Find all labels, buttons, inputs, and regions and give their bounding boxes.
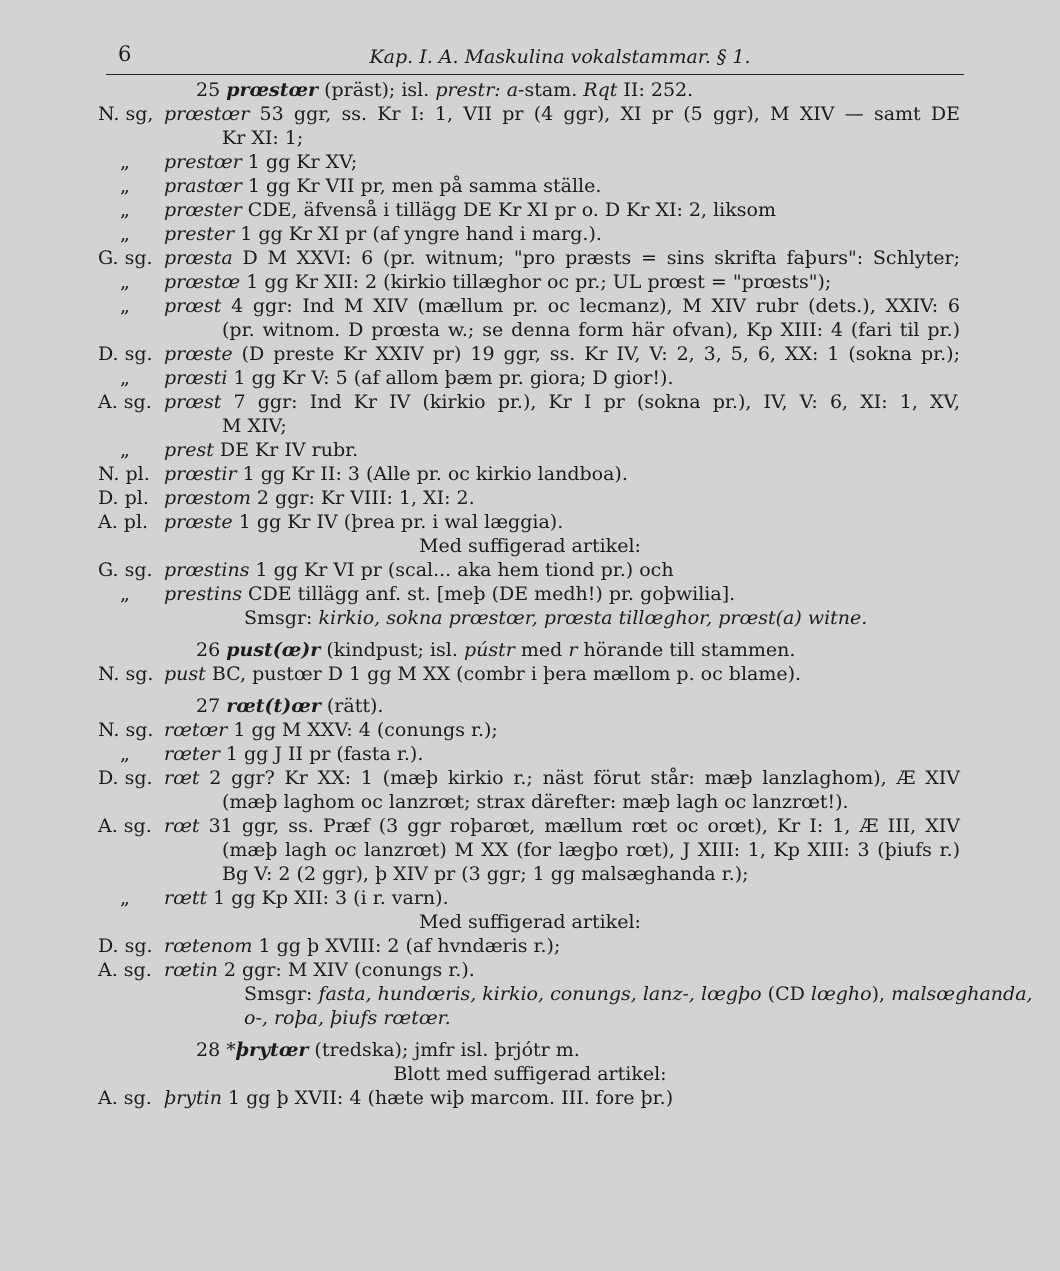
- occurrence-text: 1 gg Kr V: 5 (af allom þæm pr. giora; D gior!).: [227, 367, 674, 389]
- text-line: [0, 534, 1000, 558]
- text-line: [0, 934, 1000, 958]
- text-line: [0, 1006, 1000, 1030]
- case-label: A. sg.: [98, 959, 152, 981]
- text-line: [0, 174, 1000, 198]
- heading-text: (kindpust; isl.: [320, 639, 464, 661]
- ditto-mark: „: [120, 583, 130, 605]
- occurrence-text: 4 ggr: Ind M XIV (mællum pr. oc lecmanz), M XIV rubr (dets.), XXIV: 6: [221, 295, 960, 317]
- occurrence-text: 1 gg Kp XII: 3 (i r. varn).: [207, 887, 449, 909]
- word-form: prester: [164, 223, 235, 245]
- entry-heading: [196, 78, 693, 102]
- case-label: D. pl.: [98, 487, 149, 509]
- text-line: [0, 910, 1000, 934]
- text-line: [0, 790, 1000, 814]
- entry-text: [0, 78, 1033, 1110]
- text-line: [0, 838, 1000, 862]
- text-line: [0, 102, 1000, 126]
- entry-number: 27: [196, 695, 227, 717]
- text-line: [0, 718, 1000, 742]
- occurrence-text: 1 gg Kr VII pr, men på samma ställe.: [241, 175, 602, 197]
- text-line: [0, 342, 1000, 366]
- occurrence-text: 1 gg J II pr (fasta r.).: [219, 743, 424, 765]
- form-line: [164, 438, 358, 462]
- form-line: [164, 174, 601, 198]
- compounds-list: fasta, hundœris, kirkio, conungs, lanz-, lœgþo: [318, 983, 762, 1005]
- word-form: prœste: [164, 511, 233, 533]
- occurrence-text: 7 ggr: Ind Kr IV (kirkio pr.), Kr I pr (sokna pr.), IV, V: 6, XI: 1, XV,: [221, 391, 960, 413]
- continuation-line: (mæþ laghom oc lanzrœt; strax därefter: mæþ lagh oc lanzrœt!).: [222, 791, 849, 813]
- entry-heading: [196, 1038, 580, 1062]
- text-line: [0, 150, 1000, 174]
- case-label: G. sg.: [98, 559, 153, 581]
- occurrence-text: 1 gg M XXV: 4 (conungs r.);: [227, 719, 498, 741]
- heading-text: hörande till stammen.: [577, 639, 796, 661]
- occurrence-text: 1 gg Kr XII: 2 (kirkio tillæghor oc pr.; UL prœst = "prœsts");: [240, 271, 832, 293]
- text-line: [0, 510, 1000, 534]
- compounds-line: [244, 1006, 451, 1030]
- section-subheading: Med suffigerad artikel:: [419, 911, 641, 933]
- word-form: prastœr: [164, 175, 242, 197]
- section-subheading: Blott med suffigerad artikel:: [393, 1063, 667, 1085]
- occurrence-text: 1 gg Kr IV (þrea pr. i wal læggia).: [232, 511, 564, 533]
- text-line: [0, 1086, 1000, 1110]
- word-form: prœst: [164, 295, 222, 317]
- headword: rœt(t)œr: [226, 695, 321, 717]
- text-line: [0, 198, 1000, 222]
- occurrence-text: 1 gg Kr VI pr (scal... aka hem tiond pr.) och: [249, 559, 674, 581]
- word-form: rœtœr: [164, 719, 228, 741]
- case-label: D. sg.: [98, 343, 153, 365]
- form-line: [164, 718, 498, 742]
- text-line: [0, 246, 1000, 270]
- text-line: [0, 558, 1000, 582]
- form-line: [164, 1086, 673, 1110]
- word-form: pust: [164, 663, 206, 685]
- text-line: [0, 366, 1000, 390]
- occurrence-text: 31 ggr, ss. Præf (3 ggr roþarœt, mællum rœt oc orœt), Kr I: 1, Æ III, XIV: [199, 815, 960, 837]
- text-line: [0, 1062, 1000, 1086]
- ditto-mark: „: [120, 743, 130, 765]
- occurrence-text: 2 ggr? Kr XX: 1 (mæþ kirkio r.; näst förut står: mæþ lanzlaghom), Æ XIV: [199, 767, 960, 789]
- compounds-label: Smsgr:: [244, 607, 319, 629]
- header-rule: [106, 74, 964, 75]
- occurrence-text: CDE, äfvenså i tillägg DE Kr XI pr o. D Kr XI: 2, liksom: [241, 199, 776, 221]
- page-number: 6: [118, 42, 132, 66]
- case-label: N. sg.: [98, 663, 154, 685]
- word-form: rœter: [164, 743, 220, 765]
- heading-text: -stam.: [518, 79, 584, 101]
- form-line: [164, 886, 449, 910]
- form-line: [164, 742, 423, 766]
- form-line: [164, 366, 673, 390]
- text-line: [0, 694, 1000, 718]
- occurrence-text: 1 gg Kr XI pr (af yngre hand i marg.).: [234, 223, 602, 245]
- occurrence-text: 2 ggr: Kr VIII: 1, XI: 2.: [250, 487, 475, 509]
- heading-text: (rätt).: [320, 695, 384, 717]
- text-line: [0, 958, 1000, 982]
- text-line: [0, 270, 1000, 294]
- text-line: [0, 294, 1000, 318]
- word-form: rœtin: [164, 959, 218, 981]
- word-form: rœtt: [164, 887, 208, 909]
- word-form: þrytin: [164, 1087, 222, 1109]
- text-line: [0, 862, 1000, 886]
- text-line: [0, 462, 1000, 486]
- ditto-mark: „: [120, 199, 130, 221]
- text-line: [0, 414, 1000, 438]
- case-label: G. sg.: [98, 247, 153, 269]
- form-line: [164, 582, 735, 606]
- ditto-mark: „: [120, 271, 130, 293]
- form-line: [164, 294, 960, 318]
- occurrence-text: 1 gg Kr II: 3 (Alle pr. oc kirkio landboa).: [236, 463, 628, 485]
- word-form: prœstœr: [164, 103, 250, 125]
- case-label: N. sg.: [98, 719, 154, 741]
- text-line: [0, 886, 1000, 910]
- case-label: N. pl.: [98, 463, 150, 485]
- headword: prœstœr: [226, 79, 319, 101]
- word-form: prestins: [164, 583, 242, 605]
- heading-italic: r: [568, 639, 578, 661]
- occurrence-text: BC, pustœr D 1 gg M XX (combr i þera mællom p. oc blame).: [205, 663, 802, 685]
- word-form: rœt: [164, 767, 200, 789]
- form-line: [164, 934, 560, 958]
- form-line: [164, 198, 776, 222]
- case-label: D. sg.: [98, 935, 153, 957]
- word-form: prœste: [164, 343, 233, 365]
- compounds-line: [244, 982, 1033, 1006]
- compounds-list: lœgho: [810, 983, 872, 1005]
- heading-text: (präst); isl.: [318, 79, 436, 101]
- heading-text: med: [514, 639, 569, 661]
- continuation-line: M XIV;: [222, 415, 287, 437]
- text-line: [0, 814, 1000, 838]
- occurrence-text: 2 ggr: M XIV (conungs r.).: [217, 959, 475, 981]
- word-form: prestœr: [164, 151, 242, 173]
- entry-number: 26: [196, 639, 227, 661]
- continuation-line: Kr XI: 1;: [222, 127, 304, 149]
- entry-number: 28 *: [196, 1039, 236, 1061]
- headword: þrytœr: [235, 1039, 309, 1061]
- case-label: D. sg.: [98, 767, 153, 789]
- headword: pust(œ)r: [226, 639, 321, 661]
- entry-heading: [196, 638, 795, 662]
- word-form: rœtenom: [164, 935, 253, 957]
- continuation-line: (pr. witnom. D prœsta w.; se denna form här ofvan), Kp XIII: 4 (fari til pr.): [222, 319, 960, 341]
- form-line: [164, 766, 960, 790]
- text-line: [0, 318, 1000, 342]
- case-label: A. pl.: [98, 511, 149, 533]
- form-line: [164, 510, 563, 534]
- running-title: Kap. I. A. Maskulina vokalstammar. § 1.: [369, 46, 751, 68]
- form-line: [164, 102, 960, 126]
- word-form: prœster: [164, 199, 242, 221]
- case-label: N. sg,: [98, 103, 154, 125]
- text-line: [0, 1038, 1000, 1062]
- heading-italic: prestr: a: [435, 79, 519, 101]
- ditto-mark: „: [120, 151, 130, 173]
- form-line: [164, 270, 831, 294]
- form-line: [164, 246, 960, 270]
- form-line: [164, 958, 475, 982]
- ditto-mark: „: [120, 439, 130, 461]
- form-line: [164, 662, 801, 686]
- case-label: A. sg.: [98, 391, 152, 413]
- occurrence-text: 1 gg þ XVIII: 2 (af hvndæris r.);: [252, 935, 561, 957]
- continuation-line: Bg V: 2 (2 ggr), þ XIV pr (3 ggr; 1 gg malsæghanda r.);: [222, 863, 749, 885]
- form-line: [164, 558, 674, 582]
- text-line: [0, 582, 1000, 606]
- occurrence-text: 53 ggr, ss. Kr I: 1, VII pr (4 ggr), XI pr (5 ggr), M XIV — samt DE: [249, 103, 960, 125]
- word-form: prœstir: [164, 463, 237, 485]
- compounds-list: malsœghanda,: [891, 983, 1033, 1005]
- text-line: [0, 222, 1000, 246]
- word-form: rœt: [164, 815, 200, 837]
- case-label: A. sg.: [98, 1087, 152, 1109]
- heading-text: (tredska); jmfr isl. þrjótr m.: [308, 1039, 580, 1061]
- ditto-mark: „: [120, 175, 130, 197]
- compounds-text: ),: [871, 983, 892, 1005]
- continuation-line: (mæþ lagh oc lanzrœt) M XX (for lægþo rœt), J XIII: 1, Kp XIII: 3 (þiufs r.): [222, 839, 960, 861]
- form-line: [164, 342, 960, 366]
- text-line: [0, 742, 1000, 766]
- text-line: [0, 662, 1000, 686]
- word-form: prœsta: [164, 247, 233, 269]
- text-line: [0, 982, 1033, 1006]
- occurrence-text: DE Kr IV rubr.: [213, 439, 359, 461]
- form-line: [164, 462, 628, 486]
- section-subheading: Med suffigerad artikel:: [419, 535, 641, 557]
- occurrence-text: 1 gg þ XVII: 4 (hæte wiþ marcom. III. fore þr.): [221, 1087, 674, 1109]
- ditto-mark: „: [120, 223, 130, 245]
- occurrence-text: (D preste Kr XXIV pr) 19 ggr, ss. Kr IV, V: 2, 3, 5, 6, XX: 1 (sokna pr.);: [232, 343, 960, 365]
- ditto-mark: „: [120, 367, 130, 389]
- heading-italic: Rqt: [583, 79, 618, 101]
- form-line: [164, 222, 602, 246]
- text-line: [0, 766, 1000, 790]
- word-form: prœsti: [164, 367, 228, 389]
- heading-text: II: 252.: [617, 79, 694, 101]
- occurrence-text: 1 gg Kr XV;: [241, 151, 358, 173]
- compounds-list: o-, roþa, þiufs rœtœr.: [244, 1007, 451, 1029]
- ditto-mark: „: [120, 295, 130, 317]
- form-line: [164, 814, 960, 838]
- occurrence-text: CDE tillägg anf. st. [meþ (DE medh!) pr. goþwilia].: [241, 583, 736, 605]
- text-line: [0, 126, 1000, 150]
- entry-number: 25: [196, 79, 227, 101]
- heading-italic: pústr: [463, 639, 515, 661]
- compounds-line: [244, 606, 867, 630]
- word-form: prœst: [164, 391, 222, 413]
- text-line: [0, 78, 1000, 102]
- word-form: prœstom: [164, 487, 251, 509]
- entry-heading: [196, 694, 383, 718]
- text-line: [0, 438, 1000, 462]
- case-label: A. sg.: [98, 815, 152, 837]
- text-line: [0, 486, 1000, 510]
- compounds-label: Smsgr:: [244, 983, 319, 1005]
- form-line: [164, 486, 475, 510]
- form-line: [164, 150, 357, 174]
- text-line: [0, 606, 1000, 630]
- word-form: prœstœ: [164, 271, 241, 293]
- word-form: prest: [164, 439, 214, 461]
- compounds-list: kirkio, sokna prœstœr, prœsta tillœghor, prœst(a) witne.: [318, 607, 868, 629]
- text-line: [0, 390, 1000, 414]
- form-line: [164, 390, 960, 414]
- text-line: [0, 638, 1000, 662]
- word-form: prœstins: [164, 559, 250, 581]
- running-header: [0, 0, 1000, 80]
- occurrence-text: D M XXVI: 6 (pr. witnum; "pro præsts = sins skrifta faþurs": Schlyter;: [232, 247, 960, 269]
- ditto-mark: „: [120, 887, 130, 909]
- compounds-text: (CD: [761, 983, 811, 1005]
